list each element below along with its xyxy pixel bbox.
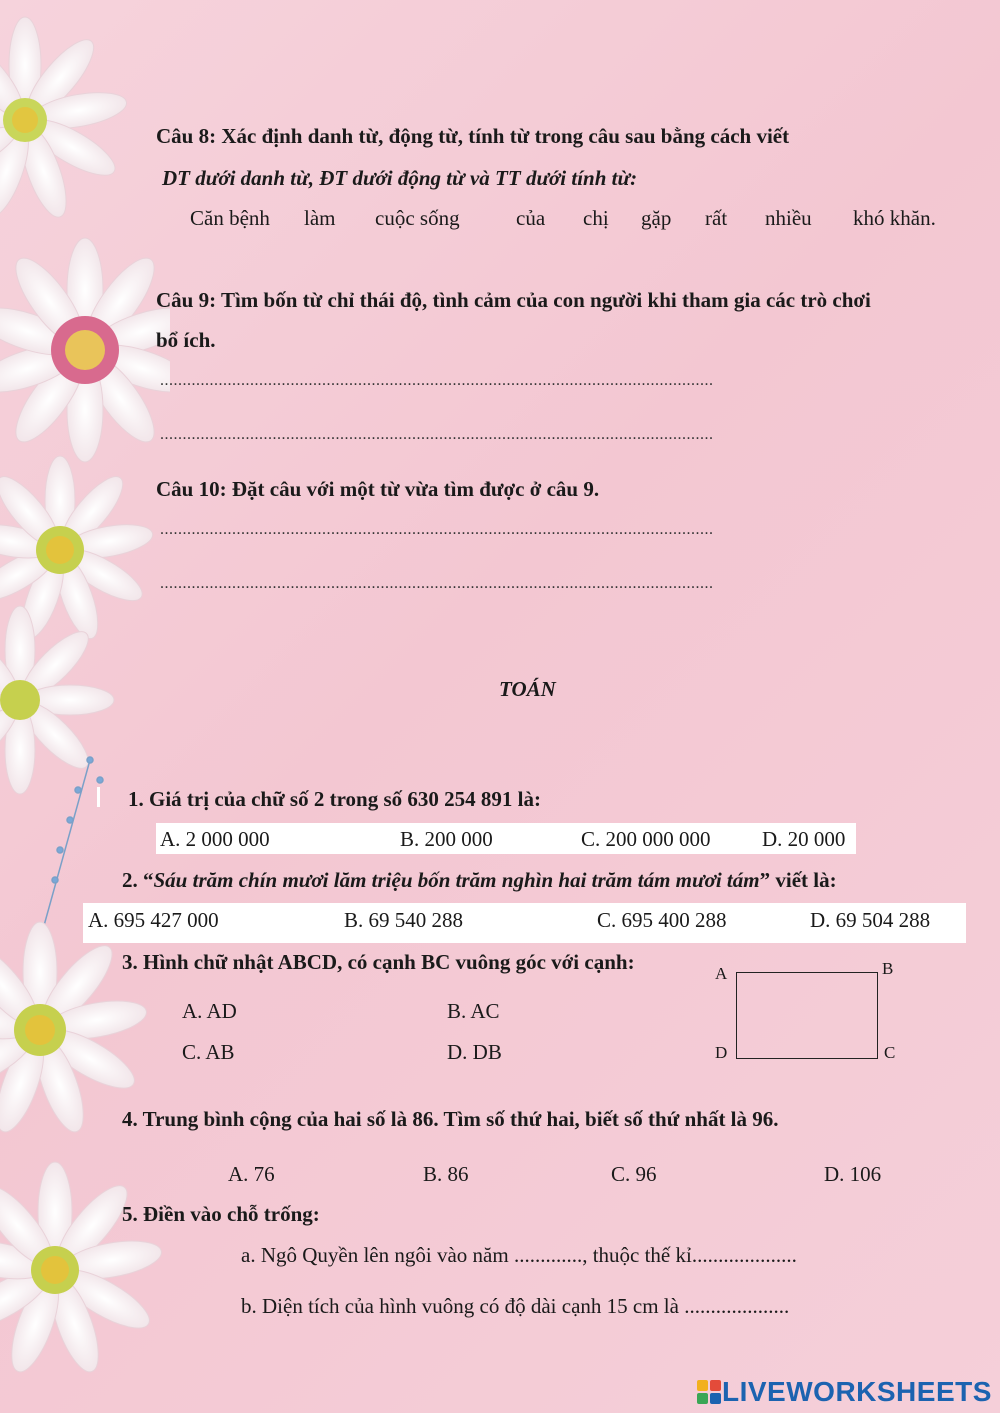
label-a: A [715,964,728,983]
p4-option-b[interactable]: B. 86 [423,1162,469,1186]
q8-word-8: nhiều [765,206,812,230]
q9-title-line2: bổ ích. [156,328,216,352]
p3-option-a[interactable]: A. AD [182,999,237,1023]
label-d: D [715,1043,728,1062]
p2-option-a[interactable]: A. 695 427 000 [88,908,219,932]
label-b: B [882,959,894,978]
p1-option-c[interactable]: C. 200 000 000 [581,827,711,851]
p1-option-d[interactable]: D. 20 000 [762,827,846,851]
label-c: C [884,1043,896,1062]
p2-option-b[interactable]: B. 69 540 288 [344,908,464,932]
p2-option-c[interactable]: C. 695 400 288 [597,908,727,932]
q8-word-2: làm [304,206,336,230]
q8-instruction: DT dưới danh từ, ĐT dưới động từ và TT dưới tính từ: [162,166,638,190]
q8-word-3: cuộc sống [375,206,460,230]
p4-option-c[interactable]: C. 96 [611,1162,657,1186]
p4-option-a[interactable]: A. 76 [228,1162,275,1186]
p3-option-c[interactable]: C. AB [182,1040,235,1064]
p2-prefix: 2. “ [122,868,154,892]
q8-word-7: rất [705,206,728,230]
p2-suffix: ” viết là: [759,868,837,892]
p5-part-b[interactable]: b. Diện tích của hình vuông có độ dài cạnh 15 cm là .................... [241,1294,790,1318]
q8-word-9: khó khăn. [853,206,936,230]
q8-word-4: của [516,206,546,230]
q8-word-6: gặp [641,206,672,230]
q8-word-1: Căn bệnh [190,206,270,230]
q10-answer-line-2[interactable]: ........................................................................................................................... [160,575,714,592]
p1-option-b[interactable]: B. 200 000 [400,827,493,851]
p1-option-a[interactable]: A. 2 000 000 [160,827,270,851]
math-heading: TOÁN [499,677,556,701]
p1-question: 1. Giá trị của chữ số 2 trong số 630 254 891 là: [128,787,541,811]
p2-quote: Sáu trăm chín mươi lăm triệu bốn trăm nghìn hai trăm tám mươi tám [153,868,760,892]
liveworksheets-logo-icon [696,1379,722,1405]
p2-question [122,868,837,893]
q9-answer-line-1[interactable]: ........................................................................................................................... [160,372,714,389]
p3-question: 3. Hình chữ nhật ABCD, có cạnh BC vuông góc với cạnh: [122,950,635,974]
q9-title-line1: Câu 9: Tìm bốn từ chỉ thái độ, tình cảm của con người khi tham gia các trò chơi [156,288,871,312]
q10-title: Câu 10: Đặt câu với một từ vừa tìm được ở câu 9. [156,477,600,501]
liveworksheets-logo [696,1376,992,1408]
q10-answer-line-1[interactable]: ........................................................................................................................... [160,521,714,538]
p1-highlight-marker [97,787,100,807]
p5-part-a[interactable]: a. Ngô Quyền lên ngôi vào năm ............., thuộc thế kỉ.................... [241,1243,797,1267]
liveworksheets-logo-text: LIVEWORKSHEETS [722,1376,992,1407]
q9-answer-line-2[interactable]: ........................................................................................................................... [160,426,714,443]
p3-option-d[interactable]: D. DB [447,1040,502,1064]
p2-option-d[interactable]: D. 69 504 288 [810,908,931,932]
q8-title: Câu 8: Xác định danh từ, động từ, tính từ trong câu sau bằng cách viết [156,124,790,148]
p4-question: 4. Trung bình cộng của hai số là 86. Tìm số thứ hai, biết số thứ nhất là 96. [122,1107,779,1131]
rectangle-abcd-figure [736,972,878,1059]
p5-question: 5. Điền vào chỗ trống: [122,1202,320,1226]
q8-word-5: chị [583,206,609,230]
p4-option-d[interactable]: D. 106 [824,1162,882,1186]
p3-option-b[interactable]: B. AC [447,999,500,1023]
